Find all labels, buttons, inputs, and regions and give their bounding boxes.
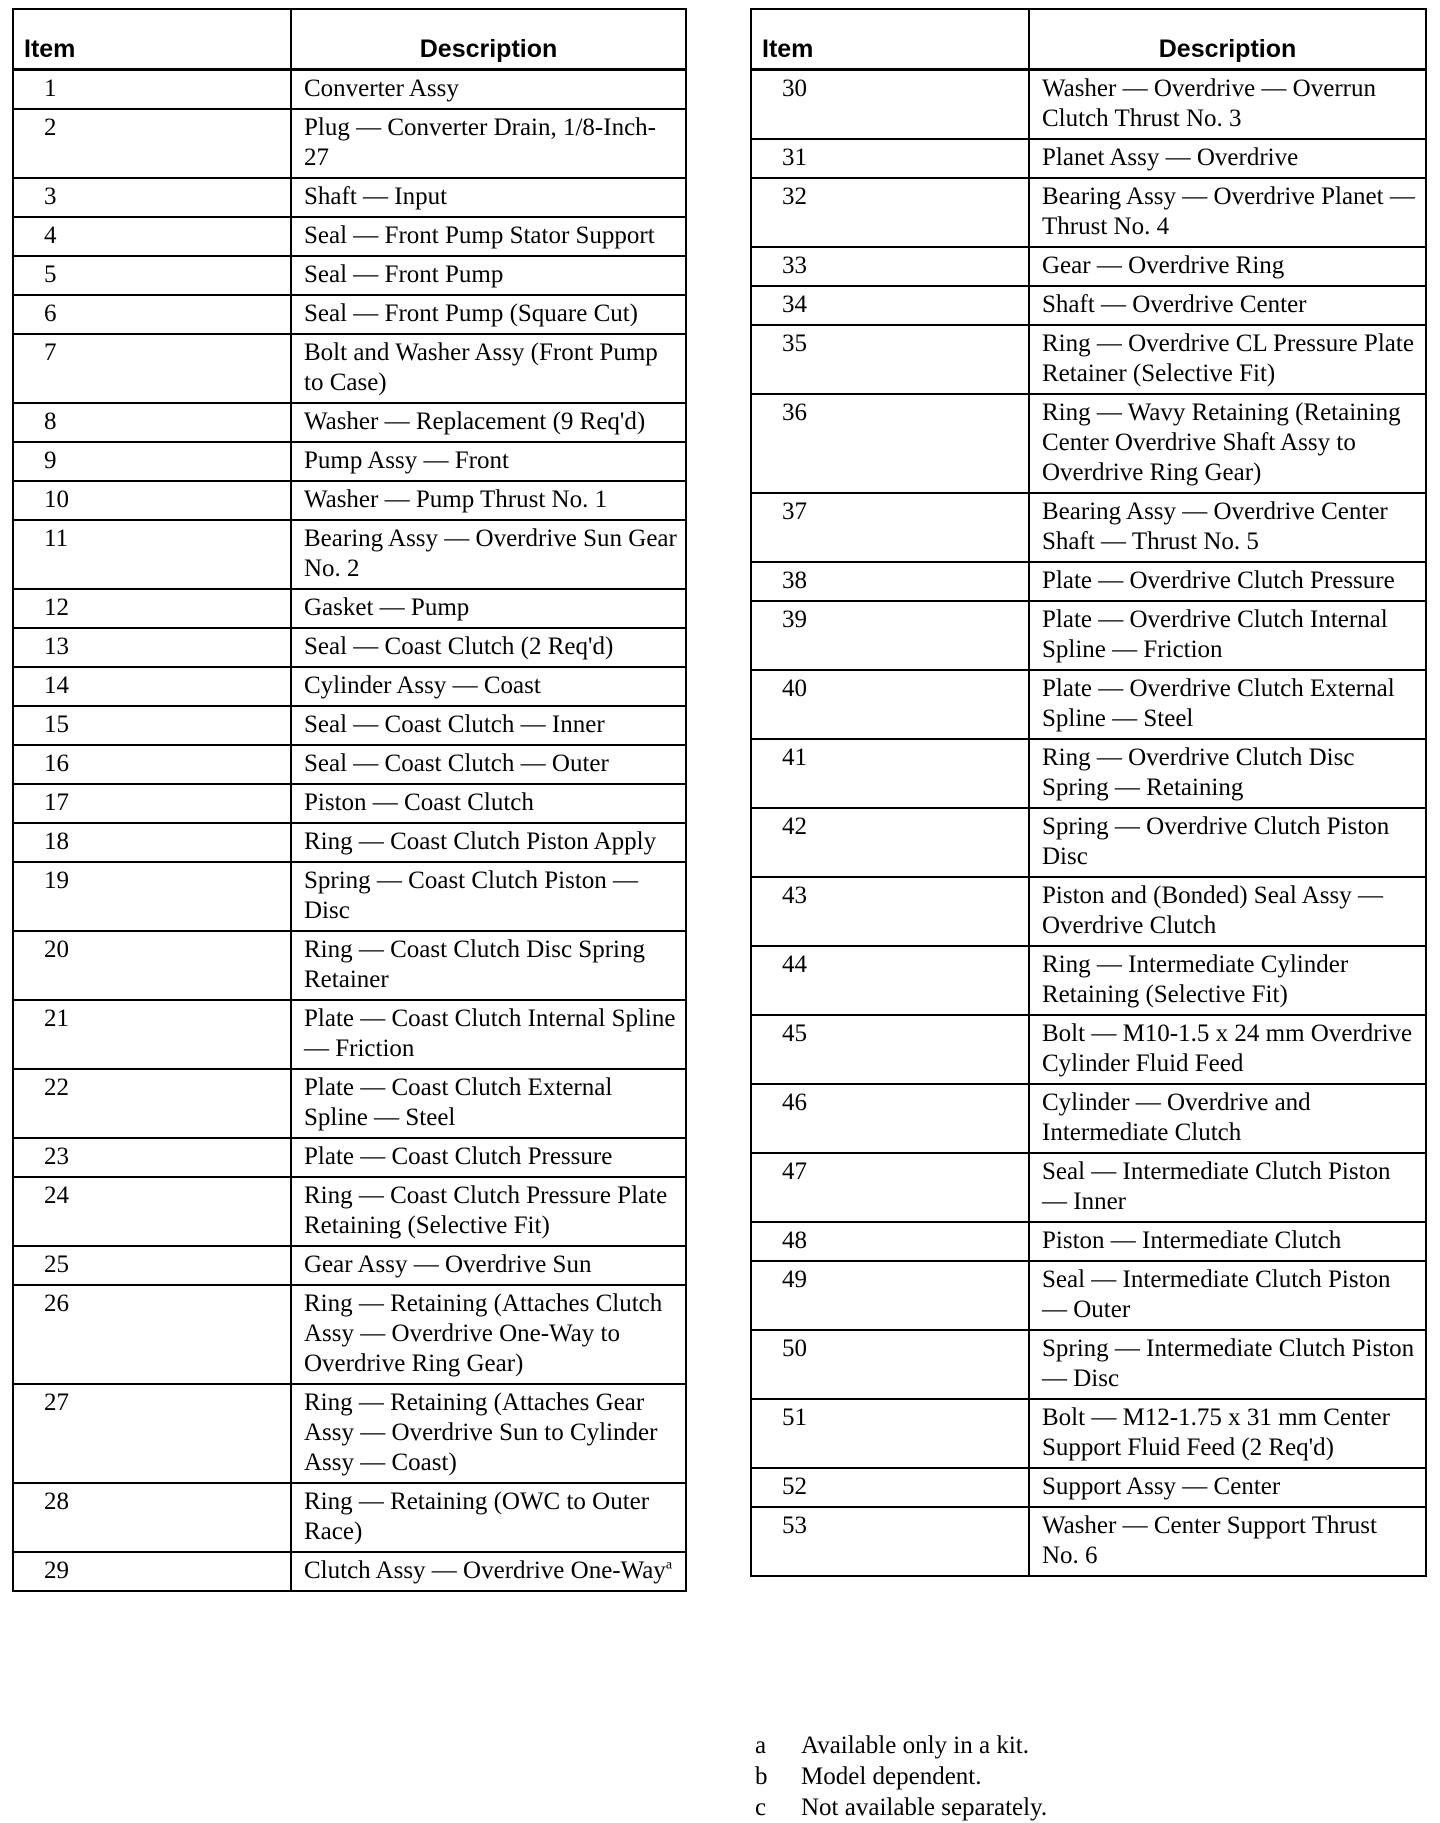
item-description: Plate — Overdrive Clutch External Spline — Steel — [1042, 674, 1395, 732]
item-description: Bearing Assy — Overdrive Planet — Thrust No. 4 — [1042, 182, 1415, 240]
item-number: 44 — [751, 946, 1029, 1015]
item-description: Ring — Retaining (OWC to Outer Race) — [304, 1487, 650, 1545]
item-column-header: Item — [13, 9, 291, 69]
header-row — [751, 9, 1426, 69]
item-description: Ring — Coast Clutch Pressure Plate Retaining (Selective Fit) — [304, 1181, 668, 1239]
table-row — [13, 1483, 686, 1552]
item-description-cell — [1029, 670, 1426, 739]
item-number: 42 — [751, 808, 1029, 877]
table-row — [13, 109, 686, 178]
parts-table-right — [750, 8, 1427, 1577]
item-description: Pump Assy — Front — [304, 446, 509, 474]
table-row — [751, 178, 1426, 247]
item-number: 37 — [751, 493, 1029, 562]
table-row — [751, 1507, 1426, 1576]
item-description-cell — [1029, 178, 1426, 247]
item-description-cell — [291, 295, 686, 334]
item-description: Converter Assy — [304, 74, 459, 102]
item-description-cell — [291, 1552, 686, 1591]
table-row — [13, 931, 686, 1000]
item-description-cell — [1029, 139, 1426, 178]
item-description-cell — [291, 823, 686, 862]
item-description: Ring — Coast Clutch Piston Apply — [304, 827, 657, 855]
table-row — [13, 706, 686, 745]
item-description-cell — [291, 256, 686, 295]
table-row — [751, 946, 1426, 1015]
item-number: 12 — [13, 589, 291, 628]
item-number: 28 — [13, 1483, 291, 1552]
table-row — [13, 481, 686, 520]
table-row — [751, 325, 1426, 394]
table-row — [13, 403, 686, 442]
item-number: 24 — [13, 1177, 291, 1246]
item-number: 7 — [13, 334, 291, 403]
table-row — [751, 394, 1426, 493]
table-row — [13, 823, 686, 862]
footnote-text: Not available separately. — [801, 1794, 1048, 1821]
table-row — [751, 493, 1426, 562]
table-row — [13, 862, 686, 931]
table-row — [13, 256, 686, 295]
item-number: 46 — [751, 1084, 1029, 1153]
item-description-cell — [1029, 877, 1426, 946]
table-row — [13, 1177, 686, 1246]
table-row — [751, 1399, 1426, 1468]
table-row — [13, 1069, 686, 1138]
item-description: Bearing Assy — Overdrive Center Shaft — Thrust No. 5 — [1042, 497, 1388, 555]
item-number: 39 — [751, 601, 1029, 670]
item-description-cell — [1029, 1399, 1426, 1468]
item-description-cell — [1029, 286, 1426, 325]
item-description-cell — [1029, 1468, 1426, 1507]
item-description-cell — [1029, 1084, 1426, 1153]
item-description-cell — [1029, 247, 1426, 286]
item-description-cell — [291, 706, 686, 745]
item-description-cell — [291, 862, 686, 931]
item-description: Plate — Overdrive Clutch Pressure — [1042, 566, 1395, 594]
table-row — [751, 286, 1426, 325]
footnote-mark: c — [755, 1794, 767, 1821]
footnote-mark: b — [755, 1763, 768, 1790]
item-number: 19 — [13, 862, 291, 931]
item-number: 13 — [13, 628, 291, 667]
item-description-cell — [291, 217, 686, 256]
item-description-cell — [291, 667, 686, 706]
header-row — [13, 9, 686, 69]
item-description: Piston — Coast Clutch — [304, 788, 534, 816]
item-description: Gear Assy — Overdrive Sun — [304, 1250, 592, 1278]
item-description-cell — [1029, 69, 1426, 139]
table-row — [751, 808, 1426, 877]
table-row — [751, 1222, 1426, 1261]
item-description: Washer — Center Support Thrust No. 6 — [1042, 1511, 1377, 1569]
item-number: 3 — [13, 178, 291, 217]
item-number: 27 — [13, 1384, 291, 1483]
table-row — [13, 784, 686, 823]
footnote-text: Model dependent. — [801, 1763, 982, 1790]
item-number: 30 — [751, 69, 1029, 139]
item-column-header: Item — [751, 9, 1029, 69]
table-row — [13, 628, 686, 667]
footnote — [755, 1761, 1047, 1792]
table-row — [13, 1552, 686, 1591]
item-number: 31 — [751, 139, 1029, 178]
item-description-cell — [291, 1246, 686, 1285]
item-description: Seal — Coast Clutch — Inner — [304, 710, 605, 738]
item-description-cell — [291, 1285, 686, 1384]
footnote-marker: a — [665, 1557, 673, 1573]
item-description: Ring — Retaining (Attaches Clutch Assy — Overdrive One-Way to Overdrive Ring Gear) — [304, 1289, 663, 1377]
table-row — [13, 1000, 686, 1069]
item-description-cell — [1029, 325, 1426, 394]
item-description: Ring — Intermediate Cylinder Retaining (Selective Fit) — [1042, 950, 1349, 1008]
item-description: Plate — Coast Clutch Pressure — [304, 1142, 613, 1170]
item-description-cell — [1029, 601, 1426, 670]
item-description: Washer — Replacement (9 Req'd) — [304, 407, 646, 435]
item-description-cell — [291, 1000, 686, 1069]
table-row — [13, 1384, 686, 1483]
item-number: 53 — [751, 1507, 1029, 1576]
item-description: Seal — Front Pump (Square Cut) — [304, 299, 639, 327]
table-row — [751, 562, 1426, 601]
item-description-cell — [1029, 394, 1426, 493]
item-description-cell — [291, 178, 686, 217]
item-number: 34 — [751, 286, 1029, 325]
table-row — [13, 1285, 686, 1384]
item-description: Plug — Converter Drain, 1/8-Inch-27 — [304, 113, 657, 171]
item-description: Gasket — Pump — [304, 593, 470, 621]
item-description-cell — [291, 589, 686, 628]
table-row — [13, 295, 686, 334]
table-row — [751, 1084, 1426, 1153]
parts-table-left — [12, 8, 687, 1592]
item-description: Bolt and Washer Assy (Front Pump to Case) — [304, 338, 658, 396]
item-description-cell — [1029, 1015, 1426, 1084]
item-description: Ring — Wavy Retaining (Retaining Center Overdrive Shaft Assy to Overdrive Ring Gear) — [1042, 398, 1401, 486]
item-description-cell — [291, 334, 686, 403]
table-row — [751, 247, 1426, 286]
item-number: 52 — [751, 1468, 1029, 1507]
item-description: Spring — Intermediate Clutch Piston — Disc — [1042, 1334, 1415, 1392]
item-description-cell — [291, 1177, 686, 1246]
table-row — [751, 1015, 1426, 1084]
item-description-cell — [291, 745, 686, 784]
item-number: 26 — [13, 1285, 291, 1384]
item-description-cell — [291, 784, 686, 823]
item-description: Seal — Coast Clutch (2 Req'd) — [304, 632, 614, 660]
item-description: Bolt — M12-1.75 x 31 mm Center Support Fluid Feed (2 Req'd) — [1042, 1403, 1390, 1461]
item-description: Plate — Coast Clutch External Spline — Steel — [304, 1073, 613, 1131]
item-description-cell — [291, 69, 686, 109]
item-description: Gear — Overdrive Ring — [1042, 251, 1285, 279]
table-row — [13, 589, 686, 628]
item-description-cell — [1029, 1330, 1426, 1399]
item-description: Shaft — Input — [304, 182, 448, 210]
item-number: 18 — [13, 823, 291, 862]
item-number: 23 — [13, 1138, 291, 1177]
item-description-cell — [1029, 946, 1426, 1015]
item-number: 47 — [751, 1153, 1029, 1222]
item-description: Bearing Assy — Overdrive Sun Gear No. 2 — [304, 524, 677, 582]
item-description: Planet Assy — Overdrive — [1042, 143, 1299, 171]
item-number: 51 — [751, 1399, 1029, 1468]
footnotes — [755, 1730, 1047, 1823]
table-row — [13, 1138, 686, 1177]
footnote-mark: a — [755, 1732, 767, 1759]
item-description-cell — [1029, 493, 1426, 562]
item-description-cell — [291, 628, 686, 667]
item-description-cell — [291, 481, 686, 520]
item-description: Seal — Front Pump — [304, 260, 504, 288]
table-row — [751, 1330, 1426, 1399]
table-row — [13, 217, 686, 256]
table-row — [13, 442, 686, 481]
item-description: Piston — Intermediate Clutch — [1042, 1226, 1342, 1254]
table-row — [751, 877, 1426, 946]
item-description-cell — [1029, 1222, 1426, 1261]
table-row — [751, 139, 1426, 178]
table-row — [13, 667, 686, 706]
item-description: Spring — Coast Clutch Piston — Disc — [304, 866, 639, 924]
item-number: 10 — [13, 481, 291, 520]
item-description: Cylinder — Overdrive and Intermediate Clutch — [1042, 1088, 1311, 1146]
item-number: 16 — [13, 745, 291, 784]
item-description-cell — [291, 931, 686, 1000]
item-description: Seal — Coast Clutch — Outer — [304, 749, 609, 777]
item-description-cell — [291, 1384, 686, 1483]
table-row — [13, 745, 686, 784]
table-row — [13, 334, 686, 403]
item-description: Ring — Retaining (Attaches Gear Assy — Overdrive Sun to Cylinder Assy — Coast) — [304, 1388, 658, 1476]
item-number: 38 — [751, 562, 1029, 601]
item-description: Plate — Coast Clutch Internal Spline — Friction — [304, 1004, 676, 1062]
item-description-cell — [291, 1138, 686, 1177]
item-number: 50 — [751, 1330, 1029, 1399]
item-number: 35 — [751, 325, 1029, 394]
item-number: 6 — [13, 295, 291, 334]
item-description: Spring — Overdrive Clutch Piston Disc — [1042, 812, 1390, 870]
item-description-cell — [1029, 1153, 1426, 1222]
item-number: 4 — [13, 217, 291, 256]
table-row — [751, 1153, 1426, 1222]
item-number: 11 — [13, 520, 291, 589]
item-number: 22 — [13, 1069, 291, 1138]
item-number: 45 — [751, 1015, 1029, 1084]
item-number: 17 — [13, 784, 291, 823]
item-number: 2 — [13, 109, 291, 178]
item-description-cell — [291, 109, 686, 178]
item-number: 41 — [751, 739, 1029, 808]
item-number: 32 — [751, 178, 1029, 247]
table-row — [13, 69, 686, 109]
footnote — [755, 1792, 1047, 1823]
item-description-cell — [1029, 739, 1426, 808]
table-row — [13, 520, 686, 589]
table-row — [13, 178, 686, 217]
item-number: 29 — [13, 1552, 291, 1591]
description-column-header: Description — [1029, 9, 1426, 69]
item-number: 49 — [751, 1261, 1029, 1330]
item-number: 8 — [13, 403, 291, 442]
item-description: Washer — Overdrive — Overrun Clutch Thrust No. 3 — [1042, 74, 1376, 132]
item-number: 36 — [751, 394, 1029, 493]
item-description: Seal — Intermediate Clutch Piston — Outer — [1042, 1265, 1391, 1323]
table-row — [751, 1468, 1426, 1507]
item-number: 33 — [751, 247, 1029, 286]
item-number: 21 — [13, 1000, 291, 1069]
item-number: 1 — [13, 69, 291, 109]
table-row — [751, 601, 1426, 670]
table-row — [751, 670, 1426, 739]
footnote — [755, 1730, 1047, 1761]
item-description-cell — [1029, 1261, 1426, 1330]
item-description: Ring — Overdrive CL Pressure Plate Retainer (Selective Fit) — [1042, 329, 1414, 387]
item-description: Piston and (Bonded) Seal Assy — Overdrive Clutch — [1042, 881, 1383, 939]
item-number: 5 — [13, 256, 291, 295]
item-description: Seal — Intermediate Clutch Piston — Inner — [1042, 1157, 1391, 1215]
footnote-text: Available only in a kit. — [801, 1732, 1029, 1759]
item-description: Plate — Overdrive Clutch Internal Spline — Friction — [1042, 605, 1388, 663]
table-row — [751, 69, 1426, 139]
item-number: 15 — [13, 706, 291, 745]
item-description: Support Assy — Center — [1042, 1472, 1281, 1500]
item-description-cell — [291, 520, 686, 589]
item-number: 48 — [751, 1222, 1029, 1261]
item-description-cell — [1029, 562, 1426, 601]
table-row — [751, 1261, 1426, 1330]
item-description: Ring — Overdrive Clutch Disc Spring — Retaining — [1042, 743, 1355, 801]
item-number: 25 — [13, 1246, 291, 1285]
item-description-cell — [1029, 1507, 1426, 1576]
item-description-cell — [291, 442, 686, 481]
item-description-cell — [291, 1069, 686, 1138]
item-description: Washer — Pump Thrust No. 1 — [304, 485, 608, 513]
description-column-header: Description — [291, 9, 686, 69]
item-description-cell — [1029, 808, 1426, 877]
item-number: 20 — [13, 931, 291, 1000]
item-description: Bolt — M10-1.5 x 24 mm Overdrive Cylinder Fluid Feed — [1042, 1019, 1413, 1077]
item-number: 9 — [13, 442, 291, 481]
item-description: Shaft — Overdrive Center — [1042, 290, 1307, 318]
item-description: Cylinder Assy — Coast — [304, 671, 541, 699]
table-row — [13, 1246, 686, 1285]
item-number: 14 — [13, 667, 291, 706]
item-description-cell — [291, 1483, 686, 1552]
item-description: Clutch Assy — Overdrive One-Way — [304, 1556, 666, 1584]
item-description-cell — [291, 403, 686, 442]
item-description: Seal — Front Pump Stator Support — [304, 221, 655, 249]
item-number: 40 — [751, 670, 1029, 739]
item-number: 43 — [751, 877, 1029, 946]
table-row — [751, 739, 1426, 808]
item-description: Ring — Coast Clutch Disc Spring Retainer — [304, 935, 645, 993]
